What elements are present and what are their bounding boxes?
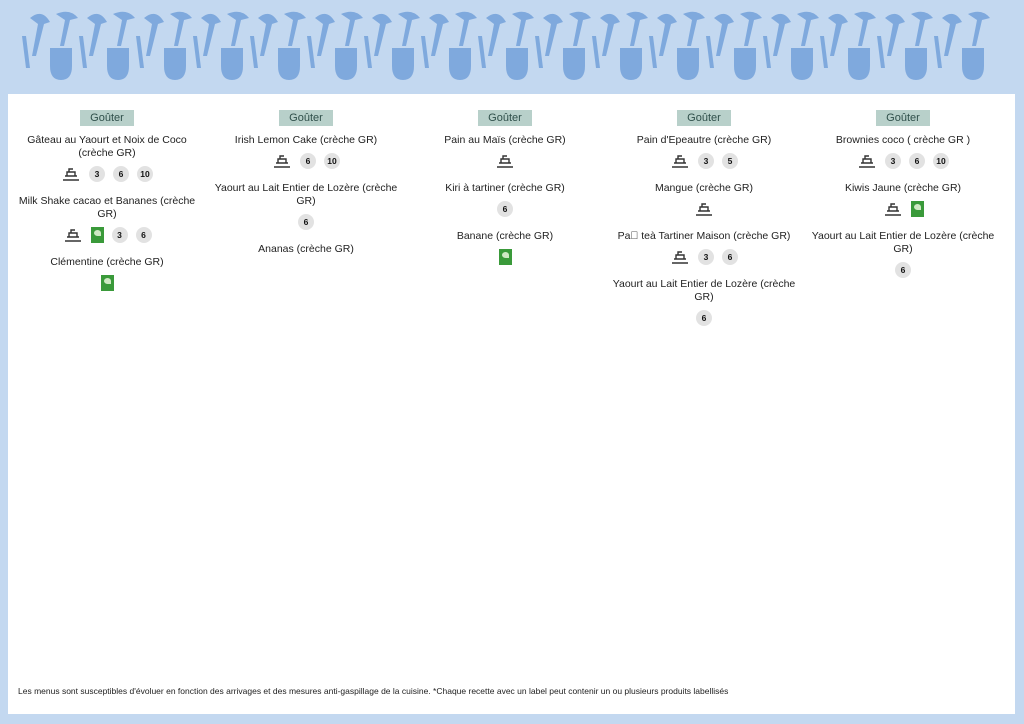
stem-shape [364, 36, 372, 68]
menu-item [410, 182, 600, 218]
column-header: Goûter [80, 110, 134, 126]
pot-shape [506, 48, 528, 80]
pot-shape [164, 48, 186, 80]
pot-shape [734, 48, 756, 80]
menu-item [808, 134, 998, 170]
mushroom-shape [714, 14, 734, 56]
stem-shape [820, 36, 828, 68]
menu-item [410, 230, 600, 266]
stem-shape [649, 36, 657, 68]
mushroom-shape [227, 12, 249, 46]
column-header: Goûter [478, 110, 532, 126]
mushroom-pattern [20, 8, 1004, 86]
mushroom-shape [144, 14, 164, 56]
menu-column [609, 108, 799, 339]
menu-item-name: Yaourt au Lait Entier de Lozère (crèche GR) [612, 278, 796, 303]
pot-shape [392, 48, 414, 80]
stem-shape [478, 36, 486, 68]
stem-shape [877, 36, 885, 68]
menu-item-name: Brownies coco ( crèche GR ) [835, 134, 971, 146]
menu-item-tags [808, 200, 998, 218]
mushroom-shape [569, 12, 591, 46]
menu-item-name: Yaourt au Lait Entier de Lozère (crèche GR) [214, 182, 398, 207]
menu-item-tags [211, 213, 401, 231]
mushroom-shape [968, 12, 990, 46]
mushroom-shape [170, 12, 192, 46]
menu-item [808, 230, 998, 279]
pot-shape [335, 48, 357, 80]
allergen-badge: 6 [722, 249, 738, 265]
menu-item [12, 256, 202, 292]
allergen-badge: 6 [909, 153, 925, 169]
menu-item-tags [609, 309, 799, 327]
menu-item-name: Pa  teà Tartiner Maison (crèche GR) [617, 230, 791, 242]
menu-item [12, 134, 202, 183]
allergen-badge: 6 [895, 262, 911, 278]
menu-item-tags [12, 226, 202, 244]
mushroom-shape [828, 14, 848, 56]
menu-item-name: Banane (crèche GR) [456, 230, 554, 242]
footer-note: Les menus sont susceptibles d'évoluer en fonction des arrivages et des mesures anti-gaspillage de la cuisine. *Chaque recette avec un label peut contenir un ou plusieurs produits labellisés [18, 686, 729, 696]
menu-item-tags [609, 200, 799, 218]
menu-item-name: Irish Lemon Cake (crèche GR) [234, 134, 378, 146]
menu-item-tags [410, 248, 600, 266]
stem-shape [592, 36, 600, 68]
mushroom-shape [740, 12, 762, 46]
homemade-icon [272, 153, 292, 169]
menu-item-name: Milk Shake cacao et Bananes (crèche GR) [18, 195, 196, 220]
mushroom-banner [0, 0, 1024, 94]
stem-shape [136, 36, 144, 68]
column-header: Goûter [677, 110, 731, 126]
pot-shape [791, 48, 813, 80]
homemade-icon [883, 201, 903, 217]
menu-item-tags [410, 200, 600, 218]
mushroom-shape [258, 14, 278, 56]
column-header: Goûter [279, 110, 333, 126]
allergen-badge: 10 [324, 153, 340, 169]
homemade-icon [495, 153, 515, 169]
menu-item-name: Pain d'Epeautre (crèche GR) [636, 134, 772, 146]
pot-shape [620, 48, 642, 80]
mushroom-shape [885, 14, 905, 56]
homemade-icon [670, 153, 690, 169]
menu-item-tags [609, 248, 799, 266]
pot-shape [50, 48, 72, 80]
column-header: Goûter [876, 110, 930, 126]
homemade-icon [694, 201, 714, 217]
organic-label-icon [499, 249, 512, 265]
menu-item [211, 243, 401, 256]
mushroom-shape [315, 14, 335, 56]
mushroom-shape [626, 12, 648, 46]
menu-item-name: Kiwis Jaune (crèche GR) [844, 182, 962, 194]
mushroom-shape [771, 14, 791, 56]
mushroom-shape [911, 12, 933, 46]
allergen-badge: 10 [137, 166, 153, 182]
stem-shape [763, 36, 771, 68]
stem-shape [934, 36, 942, 68]
menu-item-name: Yaourt au Lait Entier de Lozère (crèche GR) [811, 230, 995, 255]
pot-shape [107, 48, 129, 80]
homemade-icon [670, 249, 690, 265]
mushroom-shape [398, 12, 420, 46]
menu-item [609, 182, 799, 218]
mushroom-shape [797, 12, 819, 46]
menu-item-tags [808, 152, 998, 170]
mushroom-shape [854, 12, 876, 46]
stem-shape [193, 36, 201, 68]
menu-item [12, 195, 202, 244]
organic-label-icon [911, 201, 924, 217]
allergen-badge: 3 [89, 166, 105, 182]
menu-item-name: Ananas (crèche GR) [258, 243, 354, 255]
allergen-badge: 3 [698, 249, 714, 265]
menu-item [211, 134, 401, 170]
stem-shape [706, 36, 714, 68]
pot-shape [905, 48, 927, 80]
stem-shape [307, 36, 315, 68]
mushroom-shape [486, 14, 506, 56]
menu-item-name: Mangue (crèche GR) [654, 182, 754, 194]
menu-item-tags [12, 165, 202, 183]
menu-item-tags [211, 152, 401, 170]
menu-column [410, 108, 600, 278]
allergen-badge: 3 [885, 153, 901, 169]
allergen-badge: 3 [112, 227, 128, 243]
pot-shape [563, 48, 585, 80]
mushroom-shape [201, 14, 221, 56]
allergen-badge: 6 [136, 227, 152, 243]
menu-item-tags [808, 261, 998, 279]
menu-column [12, 108, 202, 304]
menu-sheet [8, 94, 1015, 714]
allergen-badge: 6 [113, 166, 129, 182]
pot-shape [278, 48, 300, 80]
mushroom-shape [512, 12, 534, 46]
pot-shape [677, 48, 699, 80]
pot-shape [962, 48, 984, 80]
menu-item [609, 230, 799, 266]
menu-item [609, 278, 799, 327]
mushroom-shape [455, 12, 477, 46]
menu-item-tags [410, 152, 600, 170]
allergen-badge: 3 [698, 153, 714, 169]
mushroom-shape [543, 14, 563, 56]
stem-shape [250, 36, 258, 68]
menu-item-name: Gâteau au Yaourt et Noix de Coco (crèche GR) [27, 134, 187, 159]
mushroom-shape [113, 12, 135, 46]
menu-item-name: Kiri à tartiner (crèche GR) [445, 182, 565, 194]
pot-shape [449, 48, 471, 80]
menu-item-name: Pain au Maïs (crèche GR) [444, 134, 566, 146]
menu-column [808, 108, 998, 291]
organic-label-icon [101, 275, 114, 291]
menu-item-tags [609, 152, 799, 170]
pot-shape [848, 48, 870, 80]
stem-shape [22, 36, 30, 68]
homemade-icon [63, 227, 83, 243]
homemade-icon [857, 153, 877, 169]
menu-item [808, 182, 998, 218]
stem-shape [79, 36, 87, 68]
mushroom-shape [429, 14, 449, 56]
menu-column [211, 108, 401, 268]
mushroom-shape [56, 12, 78, 46]
stem-shape [535, 36, 543, 68]
allergen-badge: 6 [298, 214, 314, 230]
menu-item [410, 134, 600, 170]
organic-label-icon [91, 227, 104, 243]
menu-item [609, 134, 799, 170]
mushroom-shape [600, 14, 620, 56]
allergen-badge: 6 [300, 153, 316, 169]
menu-item [211, 182, 401, 231]
mushroom-shape [341, 12, 363, 46]
mushroom-shape [284, 12, 306, 46]
mushroom-shape [657, 14, 677, 56]
mushroom-shape [942, 14, 962, 56]
menu-item-name: Clémentine (crèche GR) [50, 256, 164, 268]
mushroom-shape [372, 14, 392, 56]
allergen-badge: 6 [696, 310, 712, 326]
mushroom-shape [30, 14, 50, 56]
mushroom-shape [683, 12, 705, 46]
allergen-badge: 10 [933, 153, 949, 169]
mushroom-shape [87, 14, 107, 56]
pot-shape [221, 48, 243, 80]
stem-shape [421, 36, 429, 68]
menu-item-tags [12, 274, 202, 292]
allergen-badge: 5 [722, 153, 738, 169]
homemade-icon [61, 166, 81, 182]
allergen-badge: 6 [497, 201, 513, 217]
